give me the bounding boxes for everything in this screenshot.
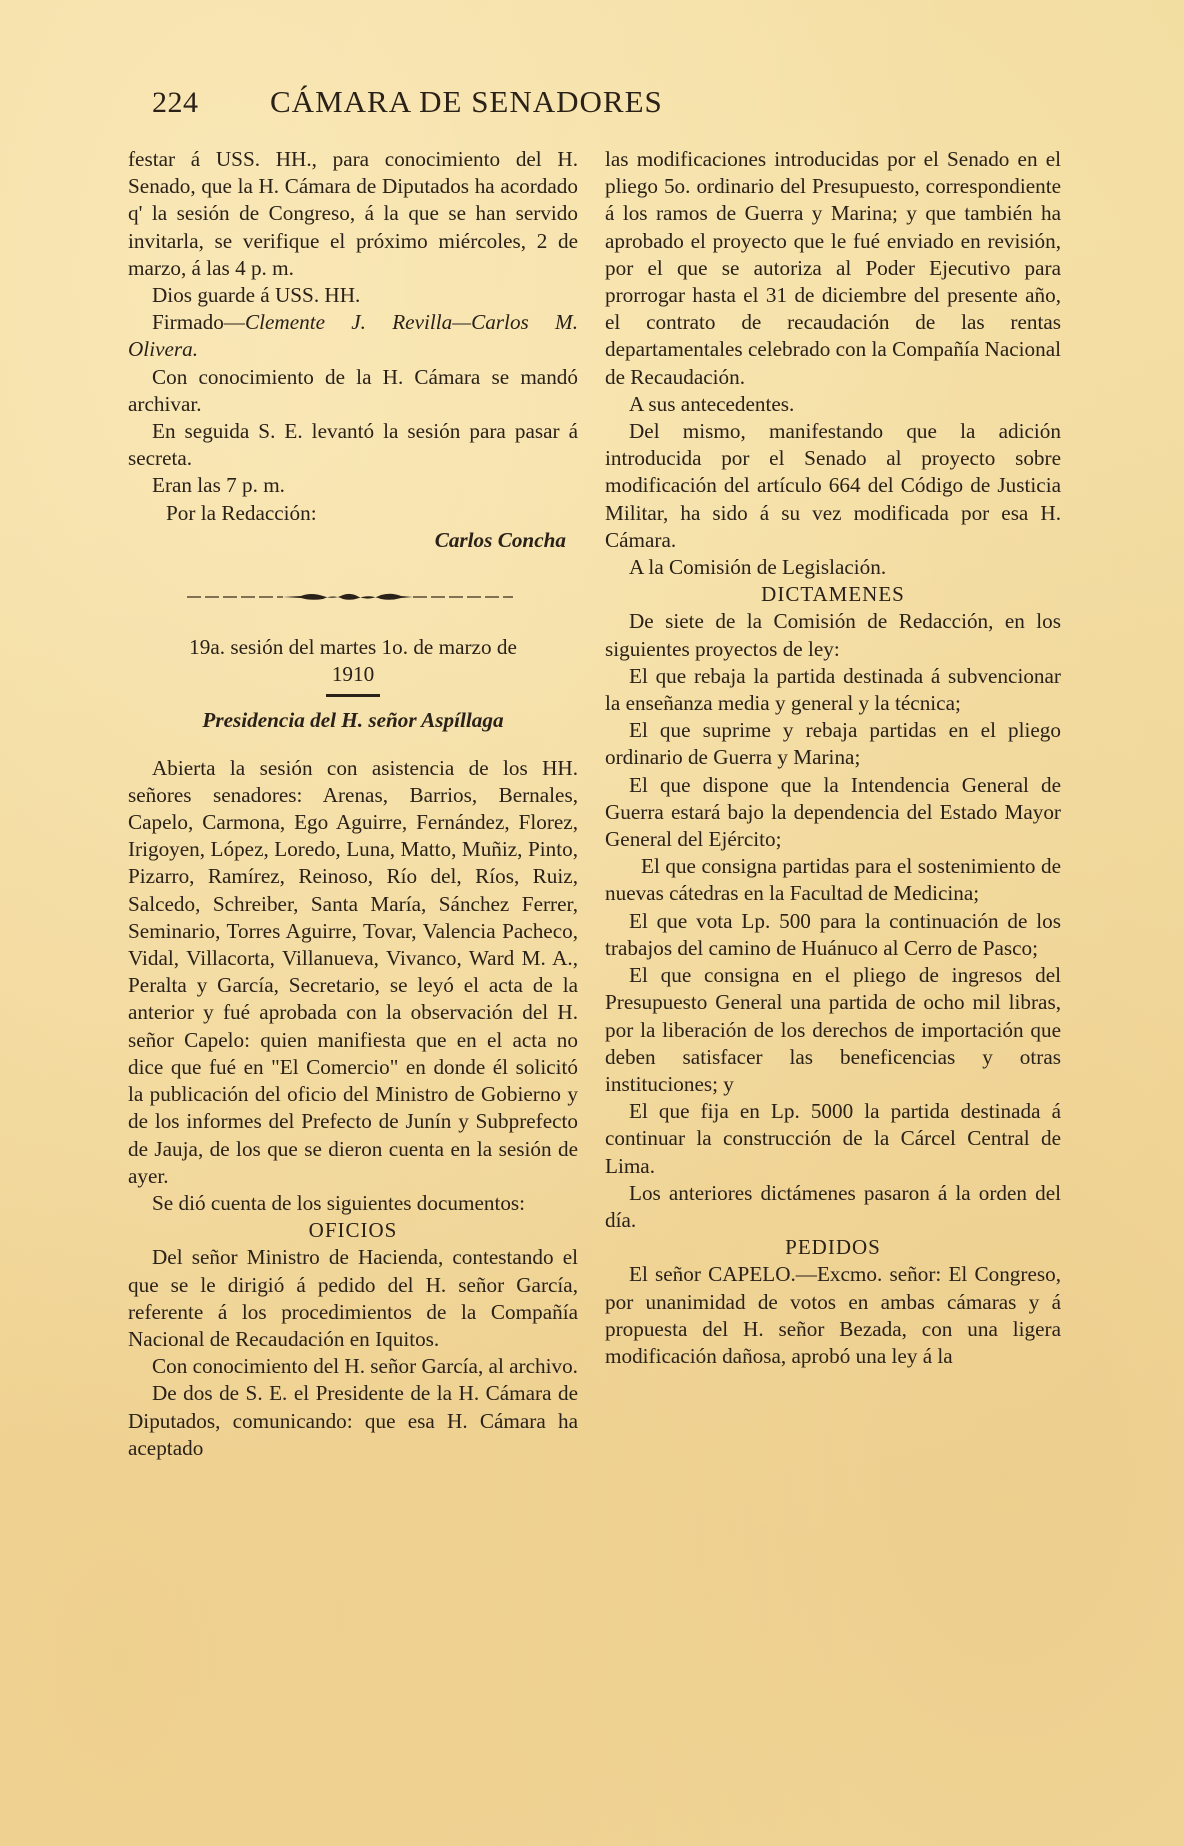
- attendance-paragraph: Abierta la sesión con asistencia de los HH. señores senadores: Arenas, Barrios, Bernales, Capelo, Carmona, Ego Aguirre, Fernández, Florez, Irigoyen, López, Loredo, Luna, Matto, Muñiz, Pinto, Pizarro, Ramírez, Reinoso, Río del, Ríos, Ruiz, Salcedo, Schreiber, Santa María, Sánchez Ferrer, Seminario, Torres Aguirre, Tovar, Valencia Pacheco, Vidal, Villacorta, Villanueva, Vivanco, Ward M. A., Peralta y García, Secretario, se leyó el acta de la anterior y fué aprobada con la observación del H. señor Capelo: quien manifiesta que en el acta no dice que fué en "El Comercio" en donde él solicitó la publicación del oficio del Ministro de Gobierno y de los informes del Prefecto de Junín y Subprefecto de Jauja, de los que se dieron cuenta en la sesión de ayer.: [128, 755, 578, 1188]
- signed-label: Firmado—: [152, 310, 245, 335]
- left-column: [128, 146, 578, 1462]
- session-year: 1910: [331, 662, 375, 687]
- paragraph: El señor CAPELO.—Excmo. señor: El Congreso, por unanimidad de votos en ambas cámaras y á propuesta del H. señor Bezada, con una ligera modificación dañosa, aprobó una ley á la: [605, 1262, 1061, 1368]
- paragraph: Los anteriores dictámenes pasaron á la orden del día.: [605, 1180, 1061, 1232]
- paragraph: A sus antecedentes.: [629, 391, 795, 416]
- paragraph: En seguida S. E. levantó la sesión para pasar á secreta.: [128, 419, 578, 471]
- section-heading-oficios: OFICIOS: [308, 1218, 398, 1243]
- paragraph: Dios guarde á USS. HH.: [152, 283, 361, 308]
- dictamen-item: El que dispone que la Intendencia General de Guerra estará bajo la dependencia del Estado Mayor General del Ejército;: [605, 772, 1061, 852]
- dictamen-item: El que fija en Lp. 5000 la partida destinada á continuar la construcción de la Cárcel Central de Lima.: [605, 1099, 1061, 1178]
- dictamen-item: El que vota Lp. 500 para la continuación de los trabajos del camino de Huánuco al Cerro de Pasco;: [605, 908, 1061, 960]
- presidency-line: Presidencia del H. señor Aspíllaga: [202, 708, 504, 733]
- signers: Clemente J. Revilla—Carlos M. Olivera.: [128, 310, 578, 362]
- redaction-label: Por la Redacción:: [166, 500, 317, 525]
- paragraph: A la Comisión de Legislación.: [629, 555, 887, 580]
- dictamen-item: El que consigna partidas para el sostenimiento de nuevas cátedras en la Facultad de Medicina;: [605, 854, 1061, 906]
- paragraph: De dos de S. E. el Presidente de la H. Cámara de Diputados, comunicando: que esa H. Cámara ha aceptado: [128, 1381, 578, 1460]
- dictamen-item: El que consigna en el pliego de ingresos del Presupuesto General una partida de ocho mil libras, por la liberación de los derechos de importación que deben satisfacer las beneficencias y otras instituciones; y: [605, 963, 1061, 1096]
- paragraph: Eran las 7 p. m.: [152, 473, 285, 498]
- paragraph: festar á USS. HH., para conocimiento del H. Senado, que la H. Cámara de Diputados ha acordado q' la sesión de Congreso, á la que se han servido invitarla, se verifique el próximo miércoles, 2 de marzo, á las 4 p. m.: [128, 147, 578, 280]
- paragraph: Del mismo, manifestando que la adición introducida por el Senado al proyecto sobre modificación del artículo 664 del Código de Justicia Militar, ha sido á su vez modificada por esa H. Cámara.: [605, 419, 1061, 552]
- paragraph: Con conocimiento de la H. Cámara se mandó archivar.: [128, 364, 578, 416]
- page-number: 224: [152, 86, 199, 119]
- section-heading-dictamenes: DICTAMENES: [761, 582, 905, 607]
- running-head: [152, 84, 812, 124]
- dictamen-item: El que suprime y rebaja partidas en el pliego ordinario de Guerra y Marina;: [605, 718, 1061, 770]
- paragraph: las modificaciones introducidas por el Senado en el pliego 5o. ordinario del Presupuesto, correspondiente á los ramos de Guerra y Marina; y que también ha aprobado el proyecto que le fué enviado en revisión, por el que se autoriza al Poder Ejecutivo para prorrogar hasta el 31 de diciembre del presente año, el contrato de recaudación de las rentas departamentales celebrado con la Compañía Nacional de Recaudación.: [605, 147, 1061, 389]
- running-title: CÁMARA DE SENADORES: [270, 84, 663, 119]
- short-rule: [326, 694, 380, 697]
- dictamen-item: El que rebaja la partida destinada á subvencionar la enseñanza media y general y la técnica;: [605, 663, 1061, 716]
- paragraph: De siete de la Comisión de Redacción, en los siguientes proyectos de ley:: [605, 609, 1061, 661]
- section-heading-pedidos: PEDIDOS: [785, 1235, 881, 1260]
- ornamental-divider-icon: [128, 590, 578, 604]
- session-title: 19a. sesión del martes 1o. de marzo de: [189, 635, 517, 660]
- right-column: [605, 146, 1061, 1370]
- paragraph: Se dió cuenta de los siguientes documentos:: [152, 1190, 526, 1215]
- redaction-signer: Carlos Concha: [434, 527, 566, 552]
- signature-line: [128, 309, 578, 363]
- paragraph: Del señor Ministro de Hacienda, contestando el que se le dirigió á pedido del H. señor García, referente á los procedimientos de la Compañía Nacional de Recaudación en Iquitos.: [128, 1245, 578, 1351]
- paragraph: Con conocimiento del H. señor García, al archivo.: [152, 1354, 578, 1379]
